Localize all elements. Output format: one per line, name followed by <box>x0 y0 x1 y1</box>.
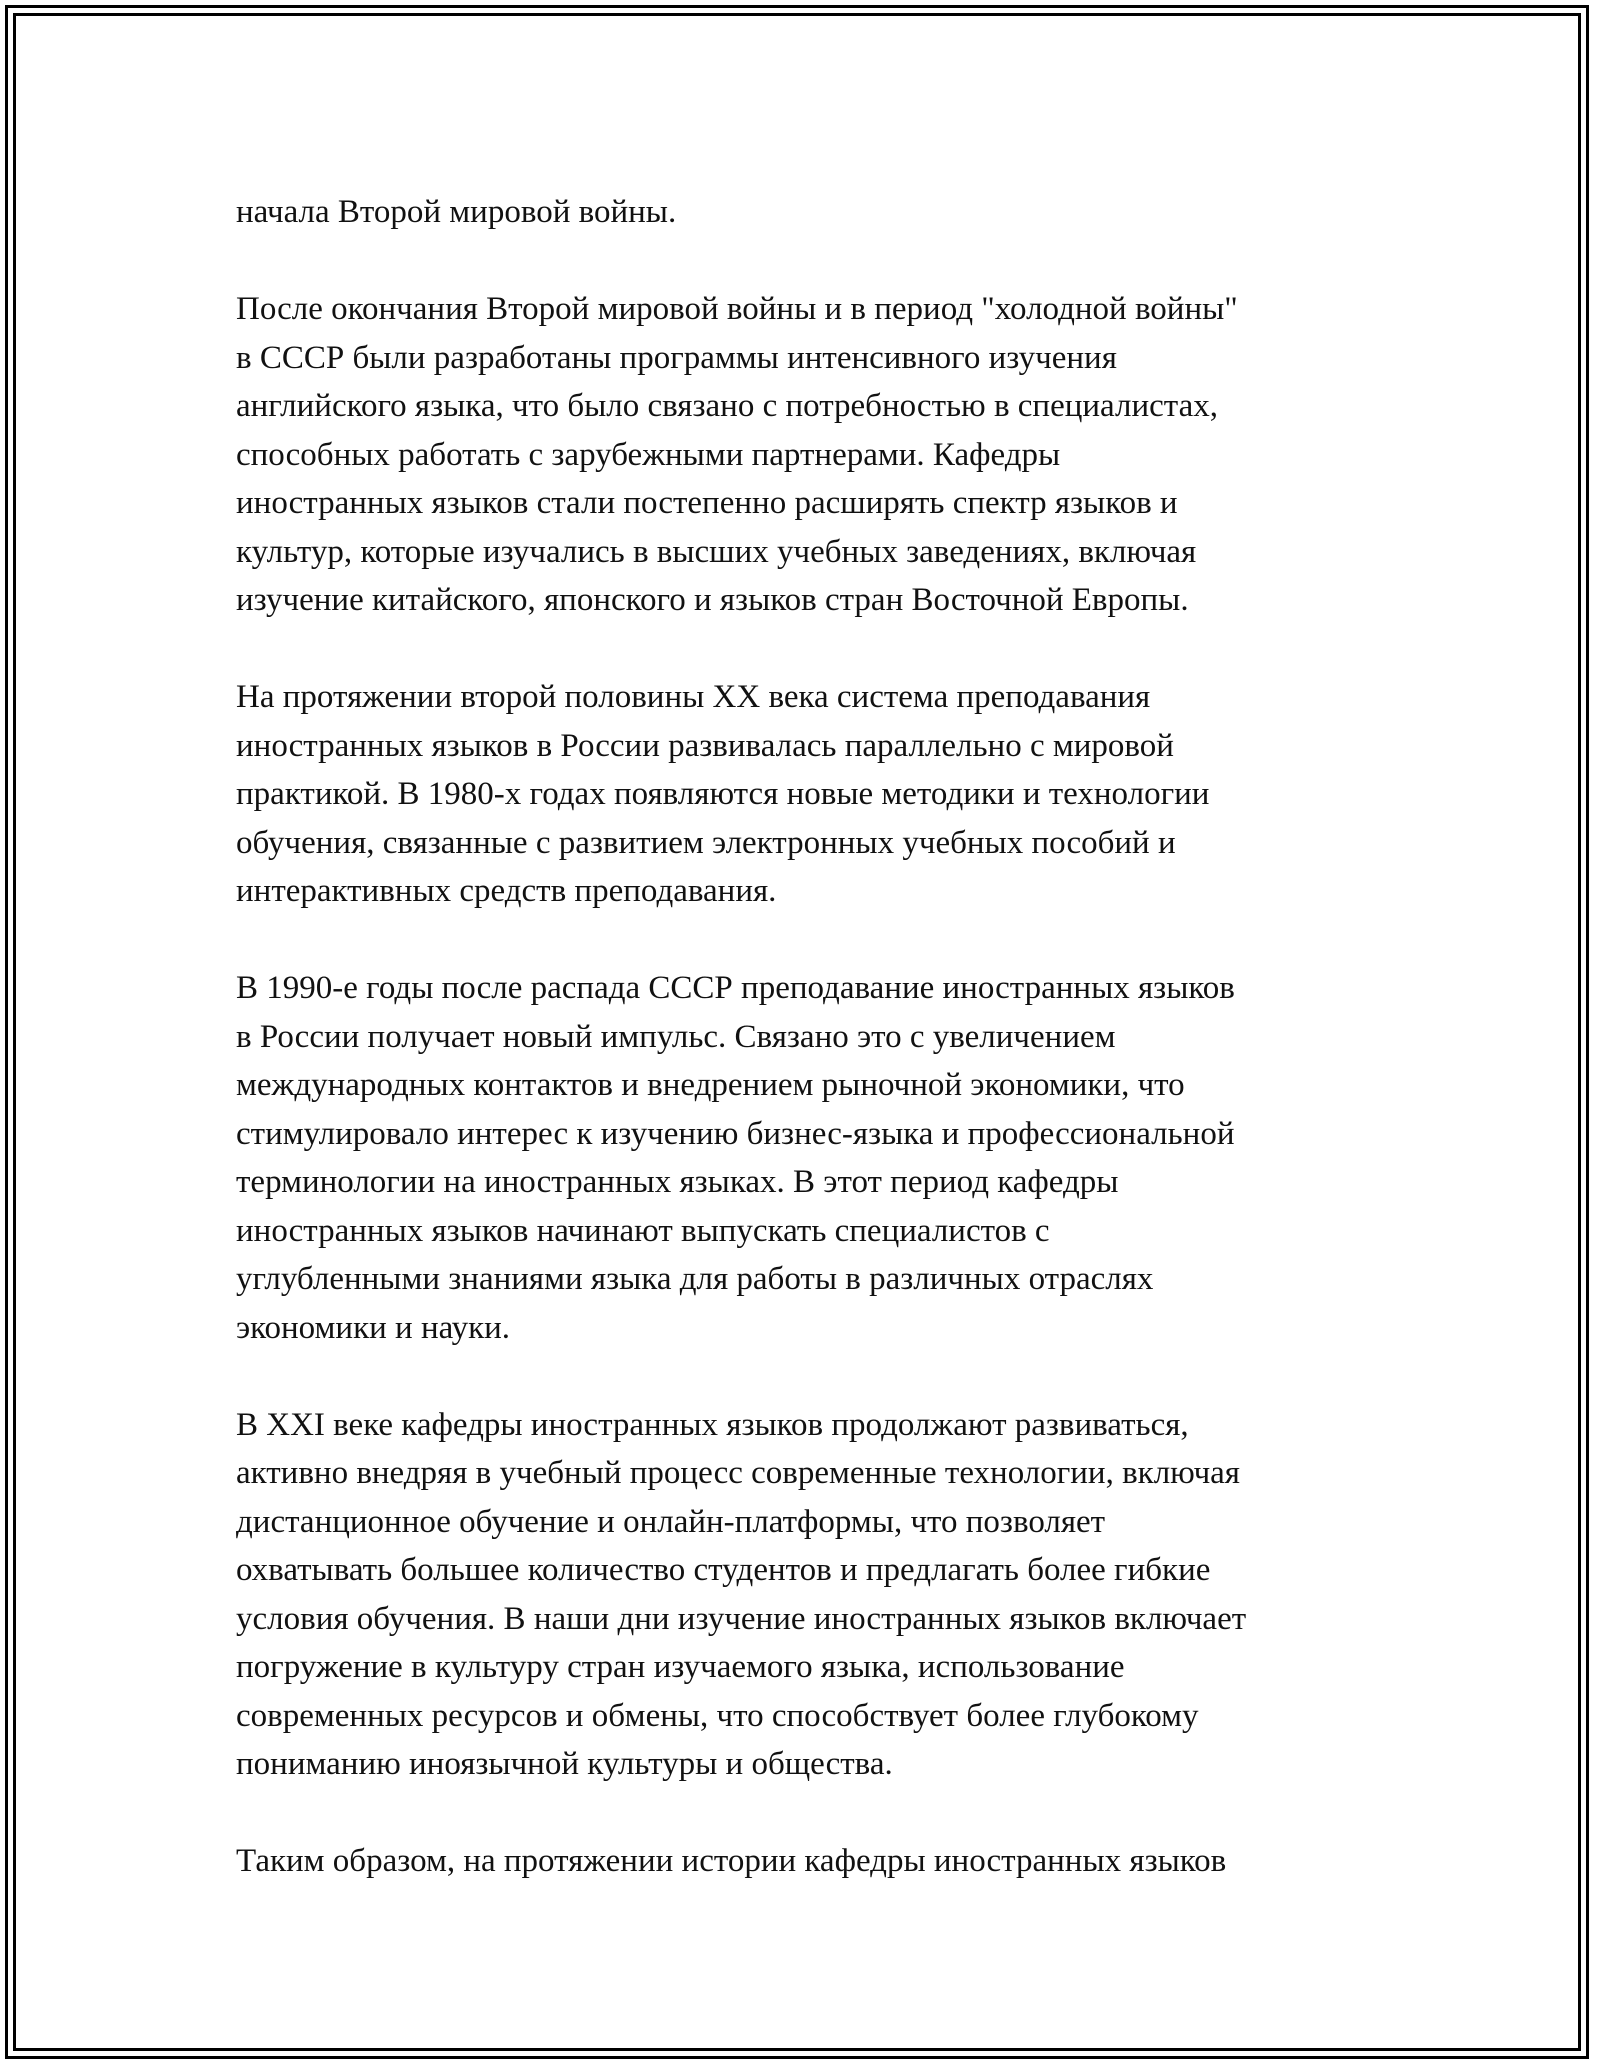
text-line: В 1990-е годы после распада СССР преподавание иностранных языков <box>236 970 1235 1006</box>
text-line: После окончания Второй мировой войны и в период "холодной войны" <box>236 291 1238 327</box>
text-line: в СССР были разработаны программы интенсивного изучения <box>236 339 1117 376</box>
text-line: английского языка, что было связано с потребностью в специалистах, <box>236 388 1218 424</box>
text-line: стимулировало интерес к изучению бизнес-языка и профессиональной <box>236 1115 1235 1152</box>
paragraph <box>236 1837 1386 1886</box>
text-line: пониманию иноязычной культуры и общества. <box>236 1746 893 1782</box>
text-line: терминологии на иностранных языках. В этот период кафедры <box>236 1164 1119 1200</box>
paragraph <box>236 673 1386 916</box>
text-line: погружение в культуру стран изучаемого языка, использование <box>236 1649 1125 1685</box>
text-line: иностранных языков в России развивалась параллельно с мировой <box>236 727 1174 764</box>
text-line: иностранных языков начинают выпускать специалистов с <box>236 1212 1050 1249</box>
paragraph <box>236 188 1386 237</box>
text-line: экономики и науки. <box>236 1309 511 1346</box>
text-line: В XXI веке кафедры иностранных языков продолжают развиваться, <box>236 1406 1189 1443</box>
text-line: условия обучения. В наши дни изучение иностранных языков включает <box>236 1600 1247 1637</box>
text-line: иностранных языков стали постепенно расширять спектр языков и <box>236 485 1178 521</box>
text-line: международных контактов и внедрением рыночной экономики, что <box>236 1067 1185 1103</box>
text-line: практикой. В 1980-х годах появляются новые методики и технологии <box>236 776 1210 812</box>
text-line: Таким образом, на протяжении истории кафедры иностранных языков <box>236 1843 1227 1879</box>
text-line: способных работать с зарубежными партнерами. Кафедры <box>236 436 1061 473</box>
text-line: изучение китайского, японского и языков стран Восточной Европы. <box>236 582 1189 618</box>
text-line: культур, которые изучались в высших учебных заведениях, включая <box>236 533 1197 570</box>
document-body <box>236 188 1386 1934</box>
text-line: начала Второй мировой войны. <box>236 194 677 230</box>
text-line: в России получает новый импульс. Связано это с увеличением <box>236 1018 1116 1055</box>
text-line: На протяжении второй половины XX века система преподавания <box>236 679 1151 715</box>
text-line: активно внедряя в учебный процесс современные технологии, включая <box>236 1455 1240 1491</box>
paragraph <box>236 964 1386 1352</box>
text-line: современных ресурсов и обмены, что способствует более глубокому <box>236 1697 1199 1734</box>
text-line: интерактивных средств преподавания. <box>236 873 777 909</box>
paragraph <box>236 1401 1386 1789</box>
text-line: дистанционное обучение и онлайн-платформы, что позволяет <box>236 1503 1106 1540</box>
text-line: обучения, связанные с развитием электронных учебных пособий и <box>236 824 1176 861</box>
text-line: углубленными знаниями языка для работы в различных отраслях <box>236 1261 1154 1297</box>
text-line: охватывать большее количество студентов и предлагать более гибкие <box>236 1552 1211 1588</box>
paragraph <box>236 285 1386 625</box>
